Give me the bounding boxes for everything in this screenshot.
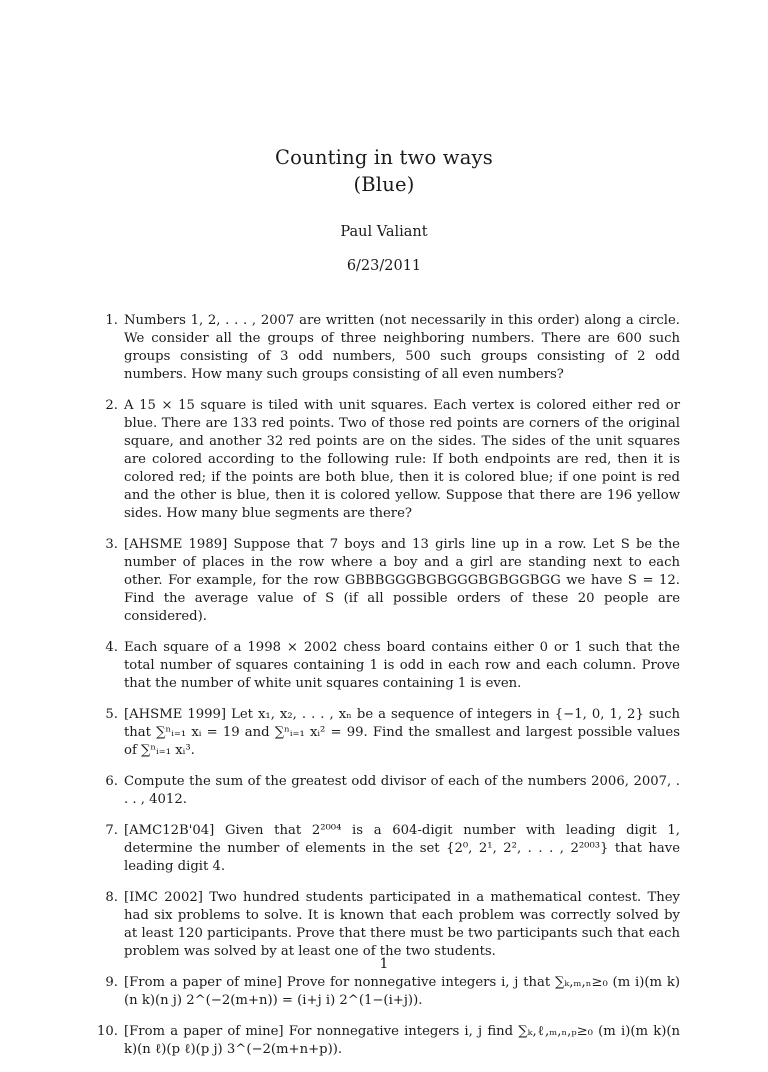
- problem-number: 1.: [105, 313, 118, 328]
- problem-item: [90, 312, 680, 384]
- problem-number: 10.: [97, 1024, 118, 1039]
- problem-text: [From a paper of mine] For nonnegative integers i, j find ∑ₖ,ℓ,ₘ,ₙ,ₚ≥₀ (m i)(m k)(n k)(n ℓ)(p ℓ)(p j) 3^(−2(m+n+p)).: [124, 1024, 680, 1057]
- page-number: 1: [379, 956, 389, 972]
- problem-item: [90, 822, 680, 876]
- problem-item: [90, 639, 680, 693]
- problem-number: 5.: [105, 707, 118, 722]
- problem-item: [90, 773, 680, 809]
- problem-item: [90, 889, 680, 961]
- problem-number: 9.: [105, 975, 118, 990]
- problem-text: Each square of a 1998 × 2002 chess board contains either 0 or 1 such that the total number of squares containing 1 is odd in each row and each column. Prove that the number of white unit squares containing 1 is even.: [124, 640, 680, 691]
- problem-number: 7.: [105, 823, 118, 838]
- problem-item: [90, 706, 680, 760]
- problem-item: [90, 536, 680, 626]
- problem-text: [AHSME 1999] Let x₁, x₂, . . . , xₙ be a sequence of integers in {−1, 0, 1, 2} such that ∑ⁿᵢ₌₁ xᵢ = 19 and ∑ⁿᵢ₌₁ xᵢ² = 99. Find the smallest and largest possible values of ∑ⁿᵢ₌₁ xᵢ³.: [124, 707, 680, 758]
- problem-text: [IMC 2002] Two hundred students participated in a mathematical contest. They had six problems to solve. It is known that each problem was correctly solved by at least 120 participants. Prove that there must be two participants such that each problem was solved by at least one of the two students.: [124, 890, 680, 959]
- problem-item: [90, 397, 680, 523]
- problem-text: A 15 × 15 square is tiled with unit squares. Each vertex is colored either red or blue. There are 133 red points. Two of those red points are corners of the original square, and another 32 red points are on the sides. The sides of the unit squares are colored according to the following rule: If both endpoints are red, then it is colored red; if the points are both blue, then it is colored blue; if one point is red and the other is blue, then it is colored yellow. Suppose that there are 196 yellow sides. How many blue segments are there?: [124, 398, 680, 521]
- problem-item: [90, 974, 680, 1010]
- document-title: [0, 144, 768, 198]
- problem-number: 4.: [105, 640, 118, 655]
- problem-number: 6.: [105, 774, 118, 789]
- author-name: Paul Valiant: [340, 224, 428, 240]
- problem-number: 3.: [105, 537, 118, 552]
- problem-item: [90, 1023, 680, 1059]
- title-line-1: Counting in two ways: [275, 146, 493, 169]
- problem-text: [AHSME 1989] Suppose that 7 boys and 13 girls line up in a row. Let S be the number of places in the row where a boy and a girl are standing next to each other. For example, for the row GBBBGGGBGBGGGBGBGGBGG we have S = 12. Find the average value of S (if all possible orders of these 20 people are considered).: [124, 537, 680, 624]
- problem-text: Compute the sum of the greatest odd divisor of each of the numbers 2006, 2007, . . . , 4012.: [124, 774, 680, 807]
- problem-number: 2.: [105, 398, 118, 413]
- problem-number: 8.: [105, 890, 118, 905]
- problem-text: [AMC12B'04] Given that 2²⁰⁰⁴ is a 604-digit number with leading digit 1, determine the number of elements in the set {2⁰, 2¹, 2², . . . , 2²⁰⁰³} that have leading digit 4.: [124, 823, 680, 874]
- title-line-2: (Blue): [353, 173, 415, 196]
- problem-text: [From a paper of mine] Prove for nonnegative integers i, j that ∑ₖ,ₘ,ₙ≥₀ (m i)(m k)(n k)(n j) 2^(−2(m+n)) = (i+j i) 2^(1−(i+j)).: [124, 975, 680, 1008]
- problem-text: Numbers 1, 2, . . . , 2007 are written (not necessarily in this order) along a circle. We consider all the groups of three neighboring numbers. There are 600 such groups consisting of 3 odd numbers, 500 such groups consisting of 2 odd numbers. How many such groups consisting of all even numbers?: [124, 313, 680, 382]
- document-date: 6/23/2011: [346, 258, 422, 274]
